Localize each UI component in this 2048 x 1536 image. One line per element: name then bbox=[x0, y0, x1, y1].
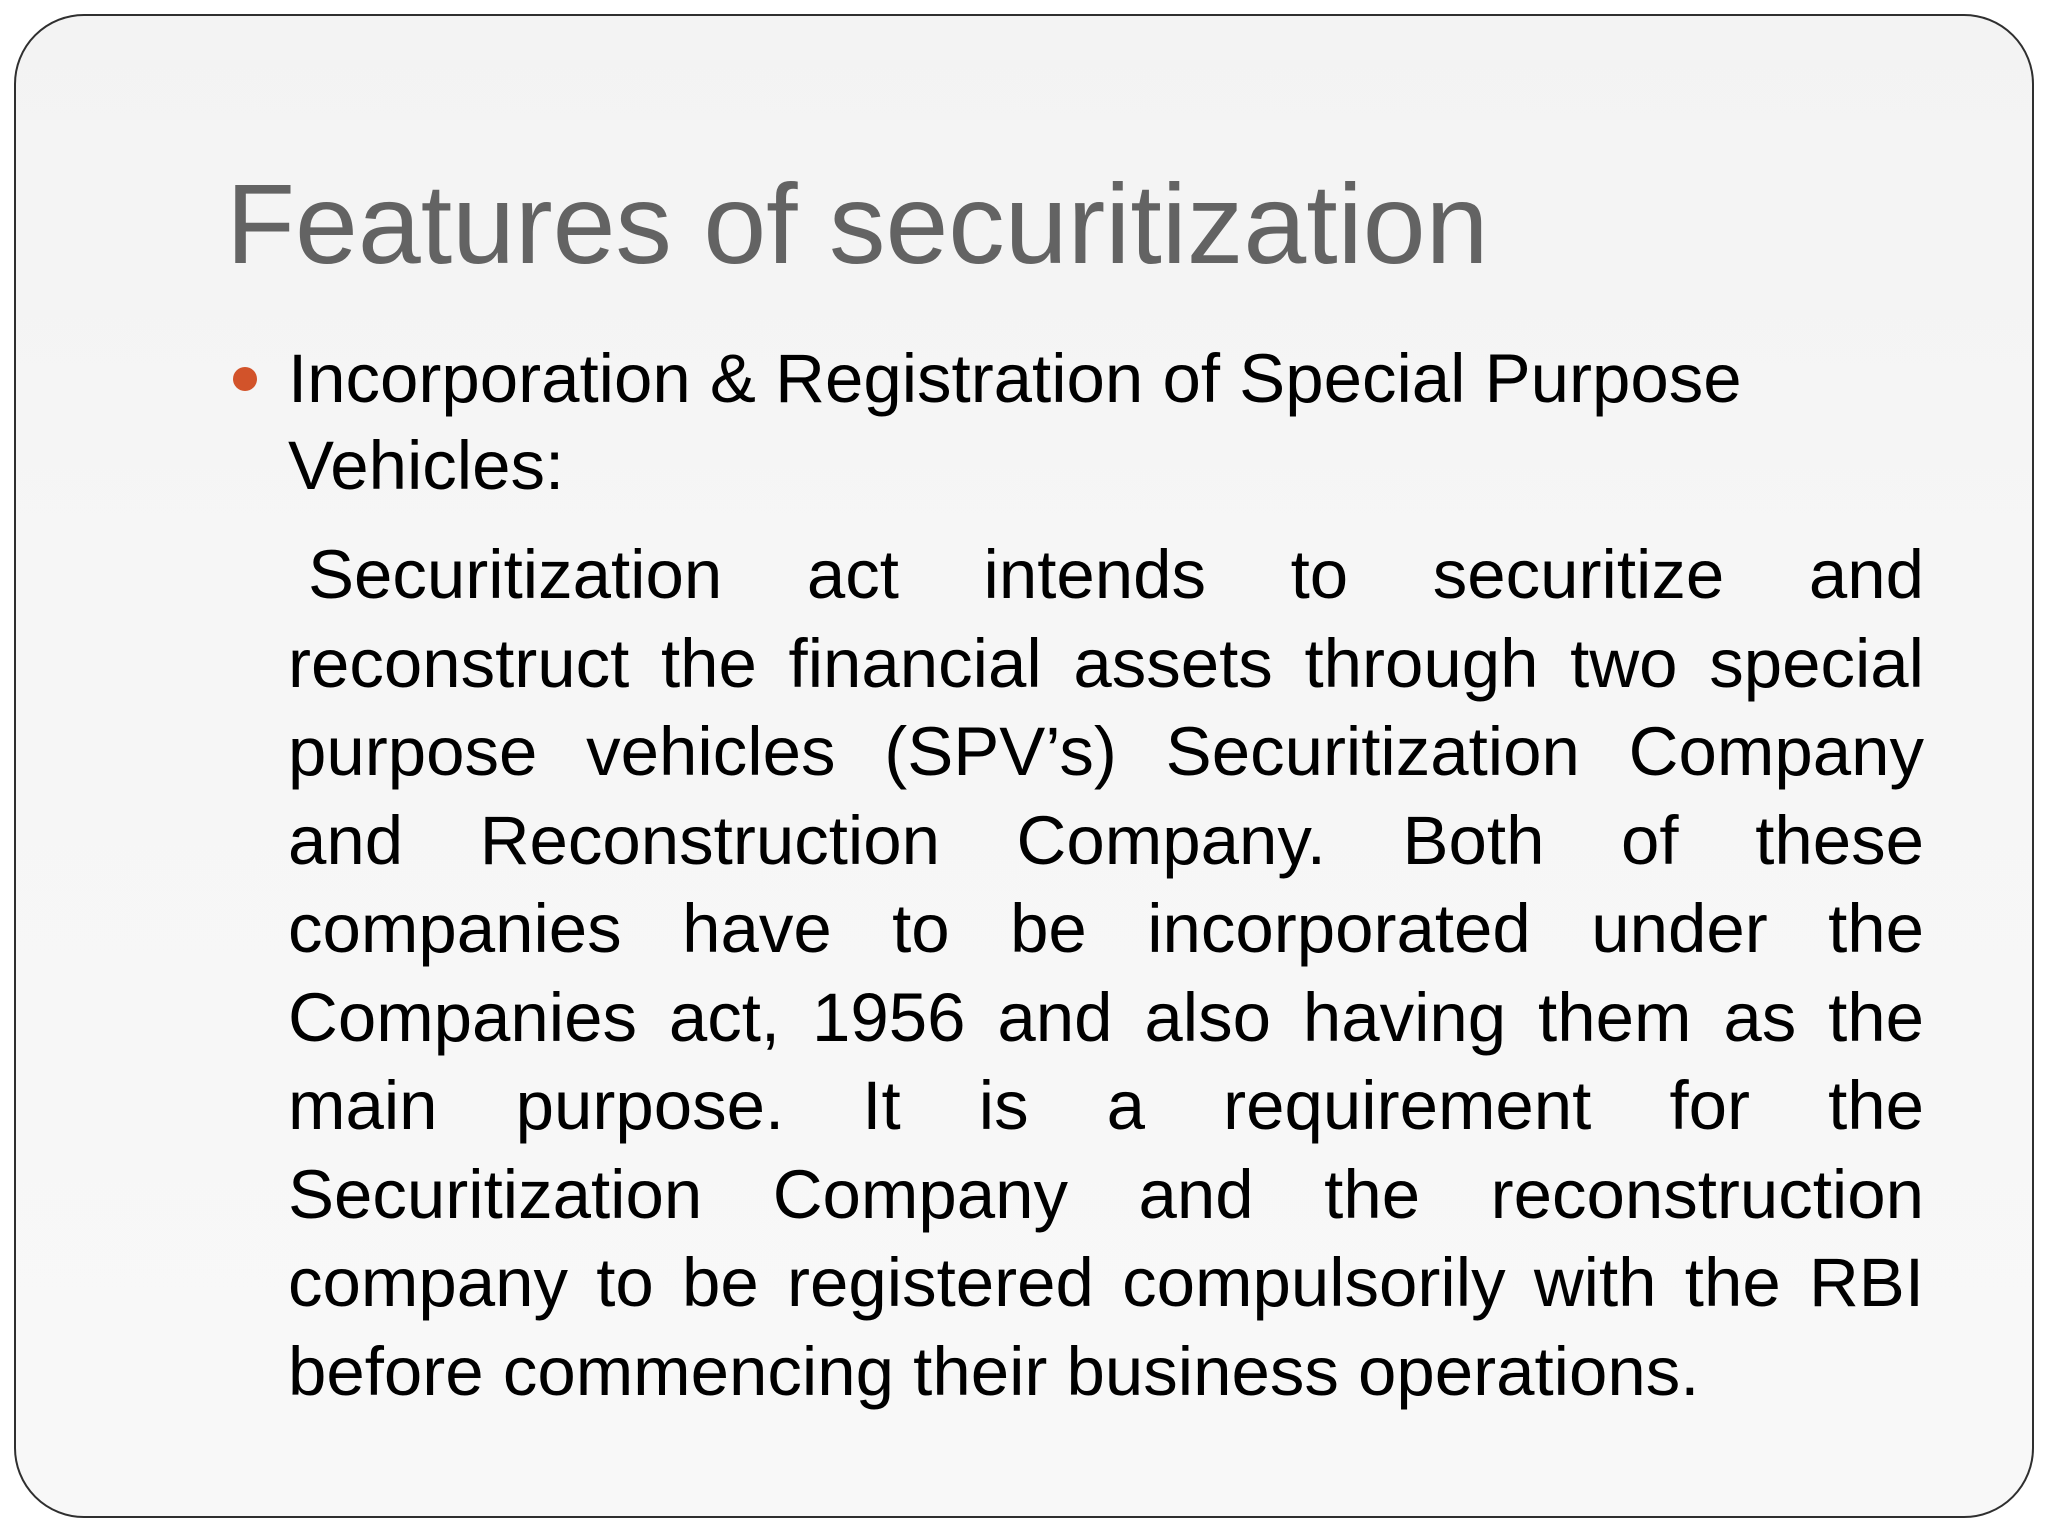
slide-title: Features of securitization bbox=[226, 161, 1489, 287]
bullet-body: Securitization act intends to securitize and reconstruct the financial assets through two special purpose vehicles (SPV’s) Securitization Company and Reconstruction Company. Both of these companies have to be incorporated under the Companies act, 1956 and also having them as the main purpose. It is a requirement for the Securitization Company and the reconstruction company to be registered compulsorily with the RBI before commencing their business operations. bbox=[288, 536, 1924, 1410]
bullet-heading: Incorporation & Registration of Special Purpose Vehicles: bbox=[288, 340, 1742, 504]
bullet-dot-icon bbox=[233, 367, 257, 391]
